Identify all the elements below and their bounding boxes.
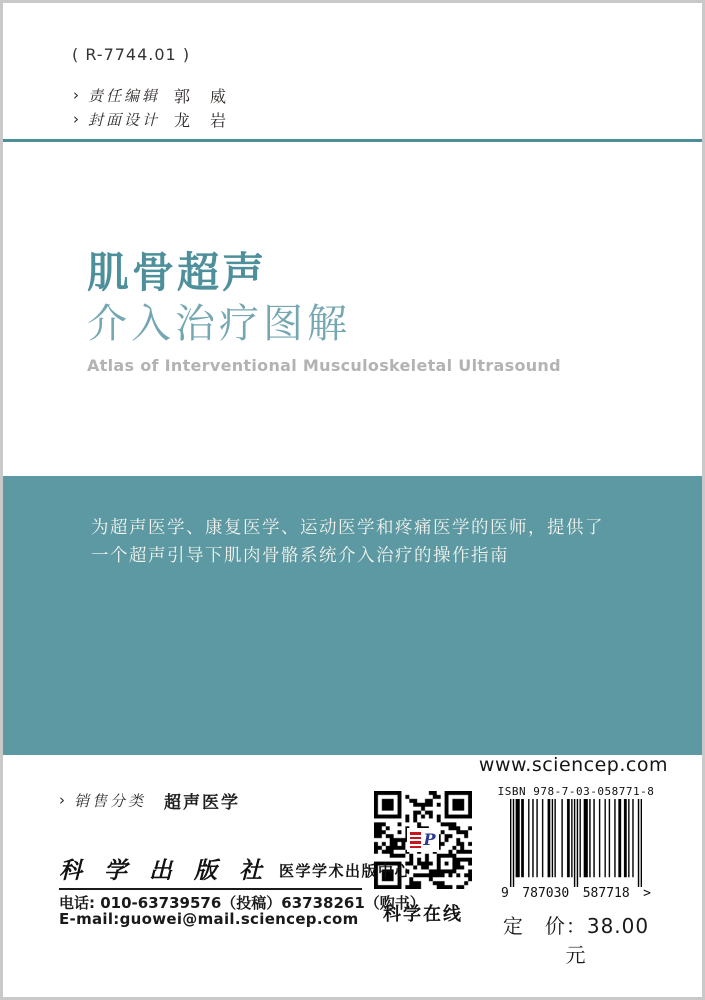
publisher-logotype: 科 学 出 版 社 (59, 857, 270, 884)
publisher-block (59, 858, 411, 884)
chevron-icon: › (73, 85, 79, 104)
sales-category-row (59, 788, 240, 813)
publisher-logo (407, 828, 439, 852)
sales-category-value: 超声医学 (164, 793, 241, 813)
teal-divider-line (3, 139, 702, 142)
banner-line-1: 为超声医学、康复医学、运动医学和疼痛医学的医师，提供了 (91, 518, 604, 538)
credit-name-designer: 龙 岩 (174, 110, 229, 130)
publisher-phone: 电话: 010-63739576（投稿）63738261（购书） (59, 894, 425, 912)
catalog-code: ( R-7744.01 ) (72, 45, 191, 64)
book-title-cn: 肌骨超声 (87, 248, 268, 297)
barcode-arrow: > (643, 886, 651, 901)
credits-block (73, 83, 228, 131)
banner-text (91, 514, 604, 570)
barcode-block (495, 785, 657, 968)
publisher-email: E-mail:guowei@mail.sciencep.com (59, 910, 359, 928)
logo-stripes-icon (410, 832, 421, 848)
credit-row-editor (73, 83, 228, 107)
credit-row-designer (73, 107, 228, 131)
description-banner (3, 476, 702, 755)
qr-caption: 科学在线 (383, 904, 463, 925)
logo-p-glyph: P (423, 830, 436, 849)
chevron-icon: › (73, 109, 79, 128)
credit-label-editor: 责任编辑 (88, 86, 161, 105)
publisher-website-url: www.sciencep.com (478, 754, 668, 776)
barcode-group-1: 787030 (522, 886, 570, 901)
book-subtitle-cn: 介入治疗图解 (87, 301, 351, 347)
book-title-en: Atlas of Interventional Musculoskeletal Ultrasound (87, 356, 561, 375)
banner-line-2: 一个超声引导下肌肉骨骼系统介入治疗的操作指南 (91, 546, 509, 566)
chevron-icon: › (59, 791, 65, 809)
publisher-divider (59, 888, 362, 890)
price: 定 价：38.00元 (502, 914, 650, 967)
publisher-center: 医学学术出版中心 (279, 862, 412, 881)
ean-barcode (510, 799, 642, 887)
credit-name-editor: 郭 威 (174, 86, 229, 106)
title-block (87, 250, 561, 375)
credit-label-designer: 封面设计 (88, 110, 161, 129)
isbn-label: ISBN 978-7-03-058771-8 (497, 785, 655, 798)
barcode-digits (501, 886, 651, 901)
barcode-first-digit: 9 (501, 886, 509, 901)
sales-category-label: 销售分类 (74, 792, 147, 810)
barcode-group-2: 587718 (582, 886, 630, 901)
